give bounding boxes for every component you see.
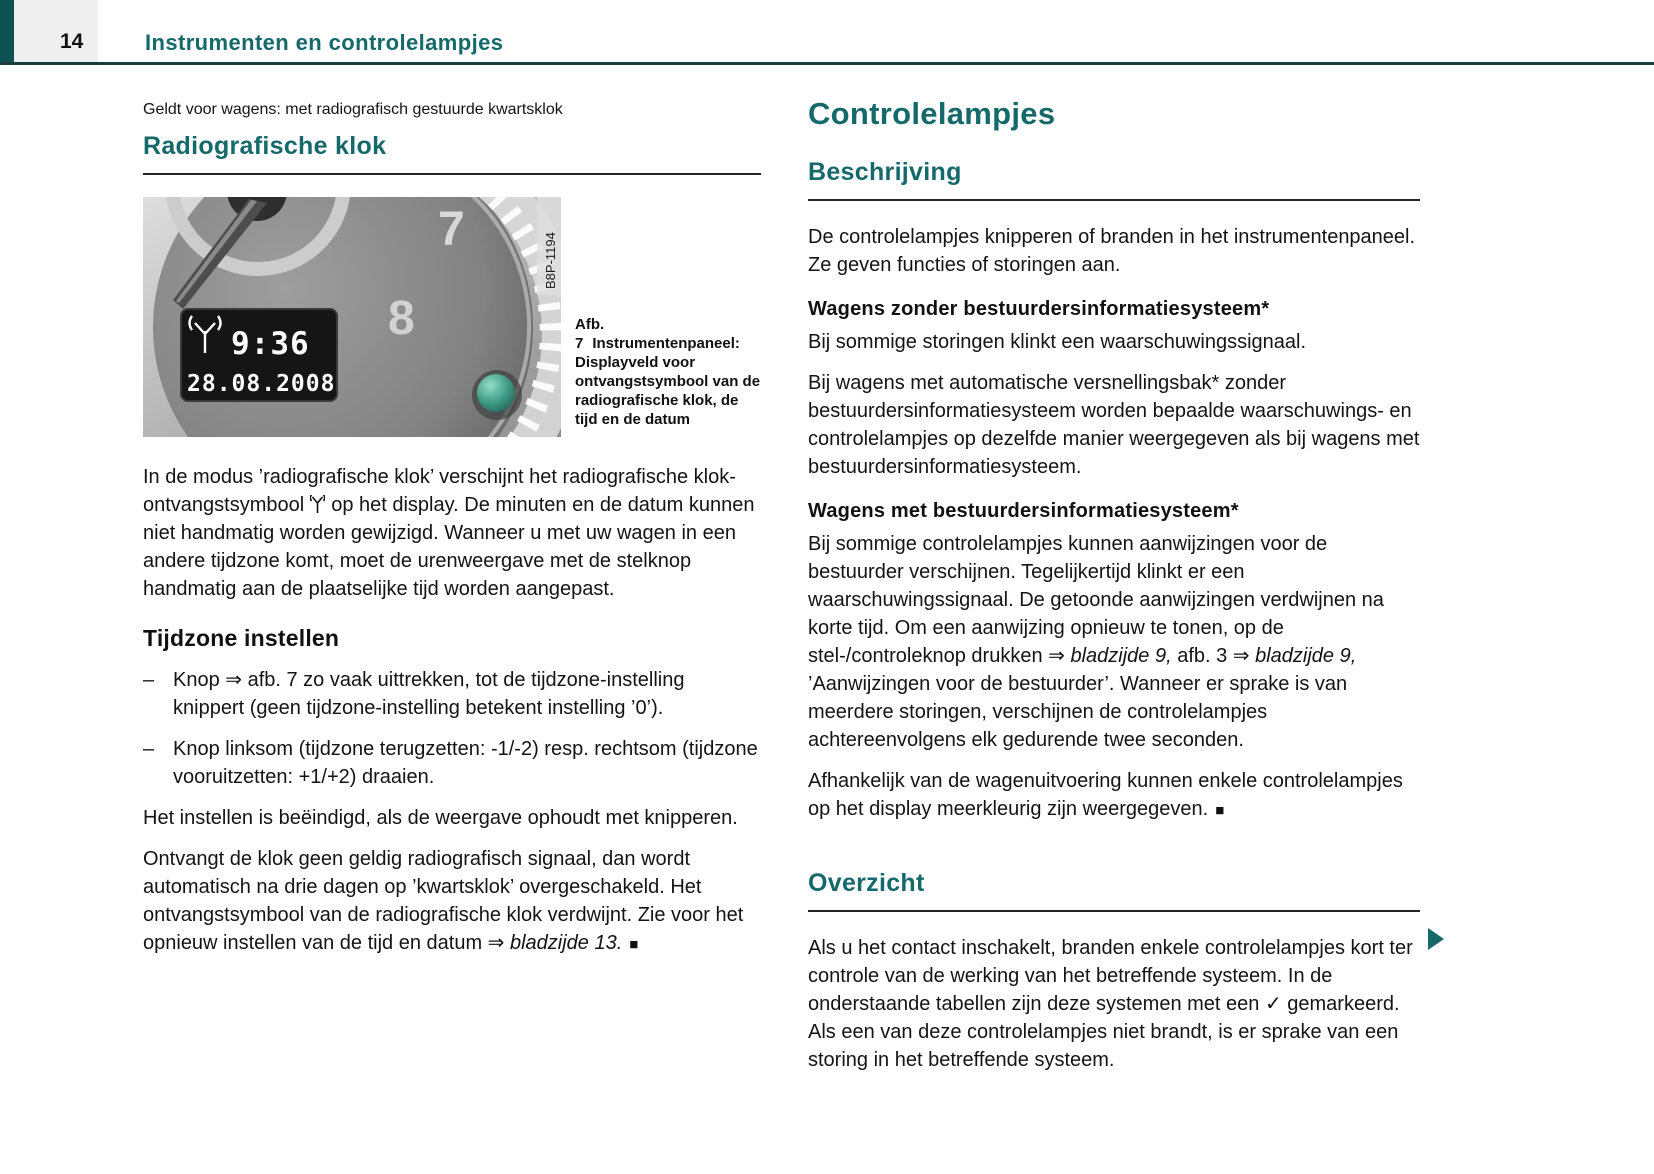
section-end-marker: ■	[1215, 802, 1225, 819]
list-dash: –	[143, 738, 155, 760]
page-number: 14	[60, 30, 84, 53]
list-item-text: Knop ⇒ afb. 7 zo vaak uittrekken, tot de tijdzone-instelling knippert (geen tijdzone-instelling betekent instelling ’0’).	[173, 669, 685, 719]
applies-note: Geldt voor wagens: met radiografisch gestuurde kwartsklok	[143, 101, 563, 118]
section-end-marker: ■	[629, 936, 639, 953]
chapter-header-title: Instrumenten en controlelampjes	[145, 30, 504, 55]
intro-text-after: op het display. De minuten en de datum kunnen niet handmatig worden gewijzigd. Wanneer u met uw wagen in een andere tijdzone komt, moet de urenweergave met de stelknop handmatig aan de plaatselijke tijd worden aangepast.	[143, 494, 755, 600]
figure-caption-label: Afb. 7	[575, 316, 605, 352]
no-signal-text: Ontvangt de klok geen geldig radiografisch signaal, dan wordt automatisch na drie dagen op ’kwartsklok’ overgeschakeld. Het ontvangstsymbool van de radiografische klok verdwijnt. Zie voor het opnieuw instellen van de tijd en datum ⇒	[143, 848, 744, 954]
image-code: B8P-1194	[543, 232, 558, 289]
dial-number-7: 7	[438, 203, 465, 256]
with-dis-paragraph-2	[808, 767, 1420, 825]
section-title-overzicht: Overzicht	[808, 869, 1420, 912]
with-dis-text-c: ’Aanwijzingen voor de bestuurder’. Wanneer er sprake is van meerdere storingen, verschijnen de controlelampjes achtereenvolgens elk gedurende twee seconden.	[808, 673, 1348, 751]
without-dis-paragraph-1: Bij sommige storingen klinkt een waarschuwingssignaal.	[808, 331, 1307, 353]
page-reference: bladzijde 9,	[1255, 645, 1357, 667]
with-dis-text-a: Bij sommige controlelampjes kunnen aanwijzingen voor de bestuurder verschijnen. Tegelijkertijd klinkt er een waarschuwingssignaal. De getoonde aanwijzingen verdwijnen na korte tijd. Om een aanwijzing opnieuw te tonen, op de stel-/controleknop drukken ⇒	[808, 533, 1384, 667]
lcd-date: 28.08.2008	[187, 371, 336, 397]
list-dash: –	[143, 669, 155, 691]
lcd-time: 9:36	[231, 326, 310, 362]
figure-caption	[575, 197, 761, 437]
antenna-icon	[310, 495, 325, 514]
list-item-text: Knop linksom (tijdzone terugzetten: -1/-2) resp. rechtsom (tijdzone vooruitzetten: +1/+2) draaien.	[173, 738, 758, 788]
paragraph-setting-finished: Het instellen is beëindigd, als de weergave ophoudt met knipperen.	[143, 807, 738, 829]
intro-paragraph	[143, 463, 761, 603]
figure-7	[143, 197, 761, 437]
list-item	[143, 666, 761, 722]
overview-section	[808, 869, 1420, 1074]
subhead-without-dis: Wagens zonder bestuurdersinformatiesysteem*	[808, 298, 1270, 320]
paragraph-no-signal	[143, 845, 761, 959]
section-title-beschrijving: Beschrijving	[808, 158, 1420, 201]
figure-caption-text: Instrumentenpaneel: Displayveld voor ontvangstsymbool van de radiografische klok, de tijd en de datum	[575, 335, 761, 428]
page-reference: bladzijde 13.	[509, 932, 623, 954]
header-rule	[0, 62, 1654, 65]
subsection-title-tijdzone: Tijdzone instellen	[143, 625, 340, 651]
overview-paragraph: Als u het contact inschakelt, branden enkele controlelampjes kort ter controle van de werking van het betreffende systeem. In de onderstaande tabellen zijn deze systemen met een ✓ gemarkeerd. Als een van deze controlelampjes niet brandt, is er sprake van een storing in het betreffende systeem.	[808, 937, 1413, 1071]
left-column	[143, 100, 761, 972]
instrument-panel-illustration	[143, 197, 561, 437]
setting-knob	[477, 374, 515, 412]
multicolour-text: Afhankelijk van de wagenuitvoering kunnen enkele controlelampjes op het display meerkleurig zijn weergegeven.	[808, 770, 1403, 820]
instrument-panel-photo	[143, 197, 561, 437]
description-paragraph: De controlelampjes knipperen of branden in het instrumentenpaneel. Ze geven functies of storingen aan.	[808, 226, 1416, 276]
chapter-title-controlelampjes: Controlelampjes	[808, 96, 1056, 131]
section-title-radiografische-klok: Radiografische klok	[143, 132, 761, 175]
with-dis-text-b: afb. 3 ⇒	[1171, 645, 1256, 667]
without-dis-paragraph-2: Bij wagens met automatische versnellingsbak* zonder bestuurdersinformatiesysteem worden bepaalde waarschuwings- en controlelampjes op dezelfde manier weergegeven als bij wagens met bestuurdersinformatiesysteem.	[808, 372, 1420, 478]
page-reference: bladzijde 9,	[1070, 645, 1172, 667]
right-column	[808, 96, 1420, 1087]
dial-number-8: 8	[388, 292, 415, 345]
with-dis-paragraph-1	[808, 530, 1420, 754]
edge-color-bar	[0, 0, 14, 62]
list-item	[143, 735, 761, 791]
intro-text-before: In de modus ’radiografische klok’ verschijnt het radiografische klok-ontvangstsymbool	[143, 466, 736, 516]
subhead-with-dis: Wagens met bestuurdersinformatiesysteem*	[808, 500, 1239, 522]
page-number-tab	[14, 0, 98, 62]
page-continues-arrow-icon	[1428, 928, 1444, 950]
